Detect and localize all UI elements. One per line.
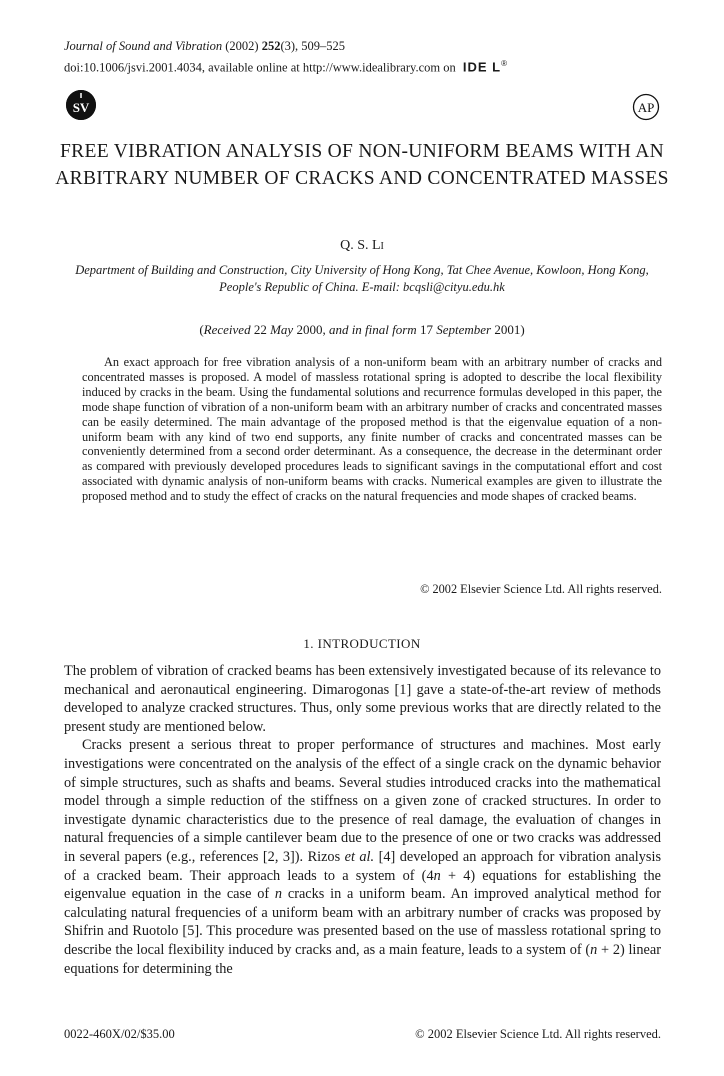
author-surname: Li [372, 238, 384, 253]
ap-logo-graphic [632, 93, 660, 121]
paragraph-2 [64, 736, 661, 978]
final-month: September [436, 322, 492, 337]
sv-logo-icon [66, 90, 96, 120]
p2-var-n2: n [274, 886, 283, 903]
p2-part-d: cracks in a uniform beam. An improved analytical method for calculating natural frequencies of a uniform beam with an arbitrary number of cracks was proposed by Shifrin and Ruotolo [5]. This procedure was presented based on the use of massless rotational spring to describe the local flexibility induced by cracks and, as a main feature, leads to a system of ( [64, 886, 661, 958]
ideal-logo-text: IDE L [462, 59, 502, 75]
footer-code: 0022-460X/02/$35.00 [64, 1027, 175, 1041]
final-day: 17 [419, 322, 433, 337]
paragraph-1: The problem of vibration of cracked beams has been extensively investigated because of its relevance to mechanical and aeronautical engineering. Dimarogonas [1] gave a state-of-the-art review of methods developed to analyze cracked structures. Thus, only some previous works that are directly related to the present study are mentioned below. [64, 663, 661, 735]
final-form-label: and in final form [328, 322, 417, 337]
p2-part-b: [4] developed an approach for vibration analysis of a cracked beam. Their approach leads to a system of (4 [64, 848, 662, 884]
sv-logo-text: SV [72, 100, 90, 115]
journal-year: (2002) [225, 39, 259, 53]
journal-citation [64, 38, 508, 76]
author-initials: Q. S. [340, 238, 369, 253]
registered-mark: ® [501, 59, 508, 68]
received-year: 2000, [296, 322, 326, 337]
doi-text: doi:10.1006/jsvi.2001.4034, available online at http://www.idealibrary.com on [64, 60, 456, 75]
received-dates: (Received 22 May 2000, and in final form 17 September 2001) [199, 322, 525, 337]
p2-part-a: Cracks present a serious threat to proper performance of structures and machines. Most early investigations were concentrated on the analysis of the effect of a single crack on the dynamic behavior of simple structures, such as shafts and beams. Several studies introduced cracks into the mathematical model through a simple reduction of the stiffness on a given zone of cracked structures. In order to investigate dynamic characteristics due to the presence of real damage, the evaluation of changes in natural frequencies of a simple cantilever beam due to the presence of one or two cracks was addressed in several papers (e.g., references [2, 3]). Rizos [64, 737, 661, 865]
journal-volume: 252 [261, 39, 281, 53]
sv-logo-graphic [66, 90, 96, 120]
p2-var-n1: n [433, 867, 441, 884]
p2-var-n3: n [590, 941, 598, 958]
ap-logo-icon [632, 93, 660, 121]
ideal-logo [463, 55, 508, 75]
abstract-copyright: © 2002 Elsevier Science Ltd. All rights reserved. [420, 582, 662, 596]
author [0, 238, 724, 254]
received-day: 22 [253, 322, 267, 337]
doi-line [64, 55, 508, 76]
journal-name: Journal of Sound and Vibration [64, 39, 223, 53]
section-heading: 1. INTRODUCTION [303, 636, 421, 651]
abstract: An exact approach for free vibration analysis of a non-uniform beam with an arbitrary number of cracks and concentrated masses is proposed. A model of massless rotational spring is adopted to describe the local flexibility induced by cracks in the beam. Using the fundamental solutions and recurrence formulas developed in this paper, the mode shape function of vibration of a non-uniform beam with an arbitrary number of cracks and concentrated masses can be easily determined. The main advantage of the proposed method is that the eigenvalue equation of a non-uniform beam with any kind of two end supports, any finite number of cracks and concentrated masses can be conveniently determined from a second order determinant. As a consequence, the decrease in the determinant order as compared with previously developed procedures leads to significant savings in the computational effort and cost associated with dynamic analysis of non-uniform beams with cracks. Numerical examples are given to illustrate the proposed method and to study the effect of cracks on the natural frequencies and mode shapes of cracked beams. [82, 355, 662, 504]
journal-issue-pages: (3), 509–525 [280, 39, 346, 53]
ap-logo-text: AP [637, 100, 655, 115]
received-label: Received [203, 322, 251, 337]
p2-part-e: + 2) linear equations for determining the [64, 941, 661, 977]
body-text [64, 662, 661, 978]
received-month: May [270, 322, 294, 337]
p2-part-c: + 4) equations for establishing the eigenvalue equation in the case of [64, 867, 662, 903]
footer-copyright: © 2002 Elsevier Science Ltd. All rights reserved. [415, 1027, 661, 1041]
article-title: FREE VIBRATION ANALYSIS OF NON-UNIFORM BEAMS WITH AN ARBITRARY NUMBER OF CRACKS AND CONCENTRATED MASSES [55, 141, 669, 189]
p2-et-al: et al. [344, 848, 375, 865]
journal-line [64, 38, 508, 55]
affiliation: Department of Building and Construction, City University of Hong Kong, Tat Chee Avenue, Kowloon, Hong Kong, People's Republic of China. E-mail: bcqsli@cityu.edu.hk [75, 263, 649, 294]
final-year: 2001) [494, 322, 525, 337]
